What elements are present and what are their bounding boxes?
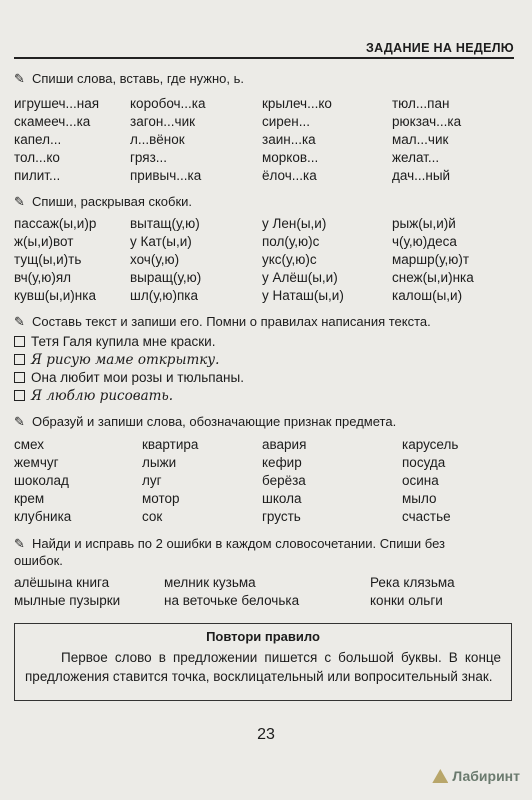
checkbox-icon[interactable]	[14, 372, 25, 383]
word: у Наташ(ы,и)	[262, 288, 344, 303]
word: ч(у,ю)деса	[392, 234, 457, 249]
pen-icon: ✎	[14, 414, 25, 429]
table-row	[14, 288, 524, 306]
task-4-instruction: ✎ Образуй и запиши слова, обозначающие признак предмета.	[14, 414, 397, 429]
word: заин...ка	[262, 132, 316, 147]
phrase: конки ольги	[370, 593, 443, 608]
task-5-grid	[14, 575, 524, 611]
word: счастье	[402, 509, 451, 524]
word: мал...чик	[392, 132, 449, 147]
word: шоколад	[14, 473, 69, 488]
word: мыло	[402, 491, 437, 506]
word: осина	[402, 473, 439, 488]
checkbox-icon[interactable]	[14, 354, 25, 365]
table-row	[14, 270, 524, 288]
word: вытащ(у,ю)	[130, 216, 200, 231]
word: сирен...	[262, 114, 311, 129]
rule-text: Первое слово в предложении пишется с большой буквы. В конце предложения ставится точка, восклицательный или вопросительный знак.	[25, 650, 501, 684]
word: авария	[262, 437, 307, 452]
table-row	[14, 168, 524, 186]
list-item: Она любит мои розы и тюльпаны.	[14, 370, 514, 388]
task-2-instruction: ✎ Спиши, раскрывая скобки.	[14, 194, 193, 209]
word: жемчуг	[14, 455, 59, 470]
word: дач...ный	[392, 168, 451, 183]
word: рюкзач...ка	[392, 114, 462, 129]
list-item: Я люблю рисовать.	[14, 388, 514, 406]
phrase: мелник кузьма	[164, 575, 256, 590]
word: луг	[142, 473, 162, 488]
task-1-instruction: ✎ Спиши слова, вставь, где нужно, ь.	[14, 71, 244, 86]
word: коробоч...ка	[130, 96, 206, 111]
word: ёлоч...ка	[262, 168, 317, 183]
task-4-grid	[14, 437, 524, 527]
word: у Алёш(ы,и)	[262, 270, 338, 285]
table-row	[14, 96, 524, 114]
word: маршр(у,ю)т	[392, 252, 470, 267]
word: посуда	[402, 455, 446, 470]
word: грусть	[262, 509, 301, 524]
word: карусель	[402, 437, 459, 452]
checkbox-icon[interactable]	[14, 336, 25, 347]
word: смех	[14, 437, 44, 452]
table-row	[14, 593, 524, 611]
page-number: 23	[257, 726, 275, 743]
page-header-title: ЗАДАНИЕ НА НЕДЕЛЮ	[366, 41, 514, 55]
rule-box	[14, 623, 512, 701]
pen-icon: ✎	[14, 314, 25, 329]
word: клубника	[14, 509, 72, 524]
word: тол...ко	[14, 150, 60, 165]
logo-icon	[432, 769, 448, 783]
word: капел...	[14, 132, 62, 147]
word: берёза	[262, 473, 306, 488]
word: выращ(у,ю)	[130, 270, 202, 285]
word: пассаж(ы,и)р	[14, 216, 97, 231]
table-row	[14, 491, 524, 509]
word: ж(ы,и)вот	[14, 234, 74, 249]
table-row	[14, 132, 524, 150]
word: снеж(ы,и)нка	[392, 270, 474, 285]
task-5-instruction: ✎ Найди и исправь по 2 ошибки в каждом словосочетании. Спиши без	[14, 536, 445, 551]
word: укс(у,ю)с	[262, 252, 317, 267]
table-row	[14, 114, 524, 132]
word: пол(у,ю)с	[262, 234, 320, 249]
task-2-grid	[14, 216, 524, 306]
word: гряз...	[130, 150, 168, 165]
word: у Кат(ы,и)	[130, 234, 192, 249]
phrase: алёшына книга	[14, 575, 110, 590]
list-item: Я рисую маме открытку.	[14, 352, 514, 370]
word: кувш(ы,и)нка	[14, 288, 96, 303]
word: игрушеч...ная	[14, 96, 100, 111]
word: привыч...ка	[130, 168, 202, 183]
table-row	[14, 216, 524, 234]
table-row	[14, 455, 524, 473]
table-row	[14, 234, 524, 252]
word: лыжи	[142, 455, 177, 470]
phrase: Река клязьма	[370, 575, 455, 590]
word: пилит...	[14, 168, 61, 183]
pen-icon: ✎	[14, 71, 25, 86]
table-row	[14, 509, 524, 527]
word: шл(у,ю)пка	[130, 288, 198, 303]
word: желат...	[392, 150, 440, 165]
task-3-sentences	[14, 334, 514, 406]
word: тюл...пан	[392, 96, 450, 111]
word: крылеч...ко	[262, 96, 332, 111]
phrase: мылные пузырки	[14, 593, 121, 608]
task-3-instruction: ✎ Составь текст и запиши его. Помни о правилах написания текста.	[14, 314, 431, 329]
checkbox-icon[interactable]	[14, 390, 25, 401]
table-row	[14, 437, 524, 455]
word: загон...чик	[130, 114, 196, 129]
phrase: на веточьке белочька	[164, 593, 300, 608]
table-row	[14, 150, 524, 168]
rule-title: Повтори правило	[206, 629, 320, 644]
word: у Лен(ы,и)	[262, 216, 327, 231]
list-item: Тетя Галя купила мне краски.	[14, 334, 514, 352]
header-divider	[14, 57, 514, 59]
word: вч(у,ю)ял	[14, 270, 72, 285]
publisher-logo: Лабиринт	[432, 768, 520, 784]
word: кефир	[262, 455, 302, 470]
word: морков...	[262, 150, 319, 165]
word: калош(ы,и)	[392, 288, 463, 303]
task-5-instruction-cont: ошибок.	[14, 553, 63, 568]
word: тущ(ы,и)ть	[14, 252, 82, 267]
word: л...вёнок	[130, 132, 185, 147]
table-row	[14, 575, 524, 593]
word: скамееч...ка	[14, 114, 91, 129]
word: хоч(у,ю)	[130, 252, 180, 267]
pen-icon: ✎	[14, 194, 25, 209]
task-1-grid	[14, 96, 524, 186]
word: рыж(ы,и)й	[392, 216, 456, 231]
word: мотор	[142, 491, 180, 506]
word: крем	[14, 491, 45, 506]
table-row	[14, 473, 524, 491]
word: школа	[262, 491, 302, 506]
table-row	[14, 252, 524, 270]
word: квартира	[142, 437, 199, 452]
word: сок	[142, 509, 163, 524]
pen-icon: ✎	[14, 536, 25, 551]
